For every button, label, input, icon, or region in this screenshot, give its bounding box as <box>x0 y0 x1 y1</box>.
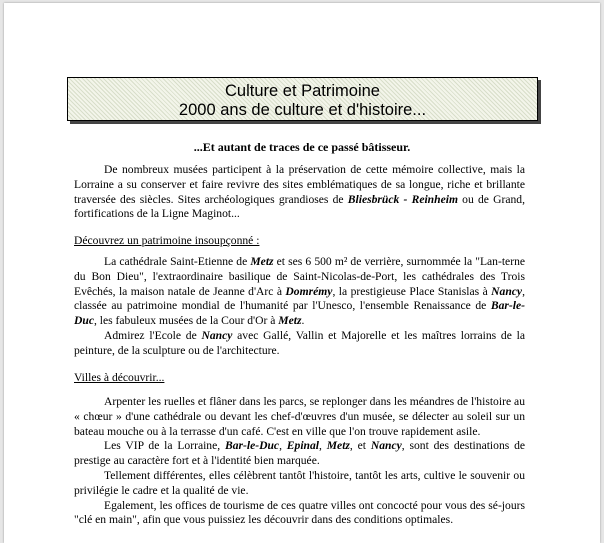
section-heading-villes: Villes à découvrir... <box>74 371 165 384</box>
paragraph: La cathédrale Saint-Etienne de Metz et ses 6 500 m² de verrière, surnommée la "Lan-terne du Bon Dieu", l'extraordinaire basilique de Saint-Nicolas-de-Port, les cathédrales des Trois Evêchés, la maison natale de Jeanne d'Arc à Domrémy, la prestigieuse Place Stanislas à Nancy, classée au patrimoine mondial de l'humanité par l'Unesco, l'ensemble Renaissance de Bar-le-Duc, les fabuleux musées de la Cour d'Or à Metz. <box>74 255 526 328</box>
title-box <box>67 77 538 121</box>
city-name: Epinal <box>286 439 320 453</box>
intro-paragraph: De nombreux musées participent à la préservation de cette mémoire collective, mais la Lorraine a su conserver et faire revivre des sites emblématiques de sa longue, riche et brillante traversée des siècles. Sites archéologiques grandioses de Bliesbrück - Reinheim ou de Grand, fortifications de la Ligne Maginot... <box>74 163 525 221</box>
document-page <box>4 3 600 543</box>
paragraph: Admirez l'Ecole de Nancy avec Gallé, Vallin et Majorelle et les maîtres lorrains de la peinture, de la sculpture ou de l'architecture. <box>74 328 525 357</box>
city-name: Nancy <box>370 439 402 453</box>
section-heading-patrimoine: Découvrez un patrimoine insoupçonné : <box>74 234 260 247</box>
section-villes-body <box>74 395 525 528</box>
site-name: Bliesbrück - Reinheim <box>347 192 458 206</box>
city-name: Nancy <box>491 284 523 298</box>
city-name: Bar-le-Duc <box>224 439 280 453</box>
title-line-2: 2000 ans de culture et d'histoire... <box>178 101 427 119</box>
paragraph: Les VIP de la Lorraine, Bar-le-Duc, Epinal, Metz, et Nancy, sont des destinations de prestige au caractère fort et à l'identité bien marquée. <box>74 439 526 468</box>
city-name: Bar-le-Duc <box>74 299 525 328</box>
paragraph: Tellement différentes, elles célèbrent tantôt l'histoire, tantôt les arts, cultive le souvenir ou privilégie le cadre et la qualité de vie. <box>74 468 525 497</box>
paragraph: Arpenter les ruelles et flâner dans les parcs, se replonger dans les méandres de l'histoire au « chœur » d'une cathédrale ou devant les chef-d'œuvres d'un musée, se délecter au soleil sur un bateau mouche ou à la terrasse d'un café. C'est en ville que l'on trouve rapidement asile. <box>74 395 525 438</box>
title-line-1: Culture et Patrimoine <box>225 82 380 100</box>
city-name: Domrémy <box>285 284 333 298</box>
city-name: Nancy <box>201 328 233 342</box>
city-name: Metz <box>250 255 274 268</box>
city-name: Metz <box>278 314 302 328</box>
city-name: Metz <box>326 439 350 453</box>
paragraph: Egalement, les offices de tourisme de ces quatre villes ont concocté pour vous des sé-jours "clé en main", afin que vous puissiez les découvrir dans des conditions optimales. <box>74 498 525 527</box>
subtitle: ...Et autant de traces de ce passé bâtisseur. <box>193 140 411 154</box>
section-patrimoine-body <box>74 255 525 359</box>
